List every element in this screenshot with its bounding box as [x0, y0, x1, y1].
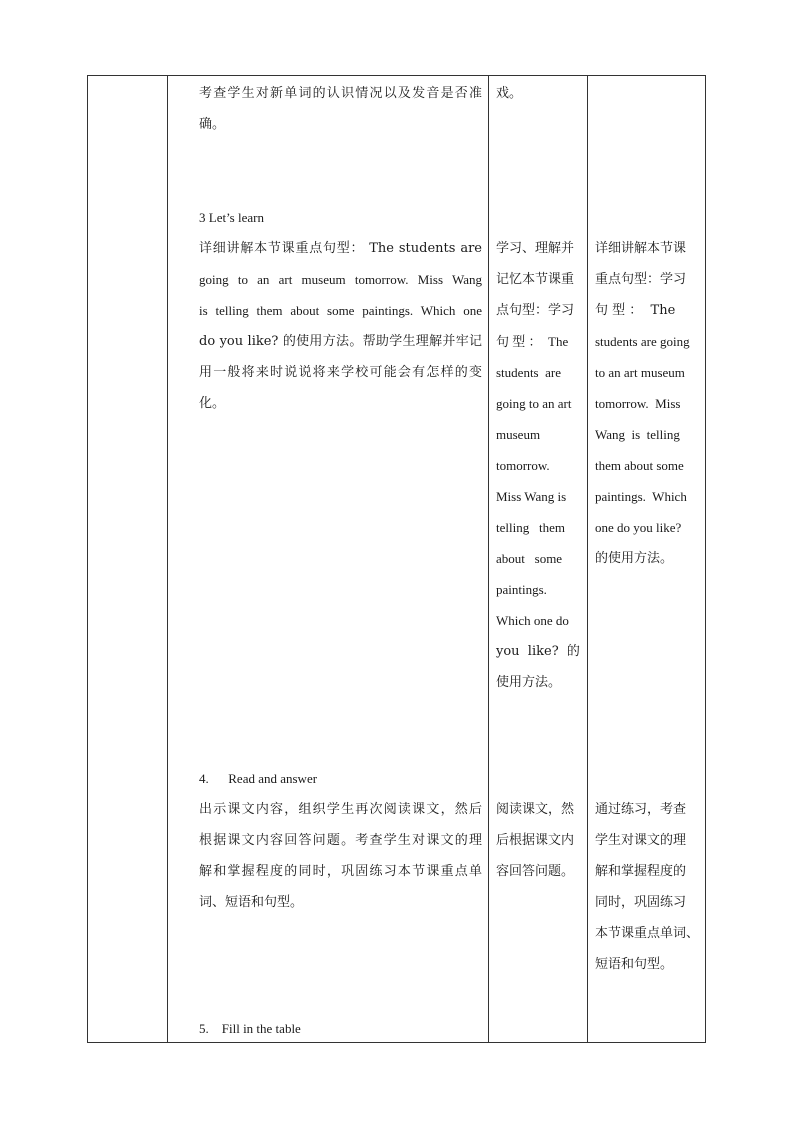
- text-line: 化。: [199, 396, 226, 411]
- text-line: you like? 的: [496, 644, 580, 659]
- text-line: 详细讲解本节课重点句型： The students are: [199, 241, 482, 256]
- text-line: 戏。: [496, 86, 523, 101]
- column-divider: [488, 76, 489, 1042]
- text-line: students are: [496, 365, 561, 380]
- text-line: 解和掌握程度的: [595, 864, 687, 879]
- text-line: Miss Wang is: [496, 489, 567, 504]
- text-line: 同时，巩固练习: [595, 895, 687, 910]
- text-line: 确。: [199, 117, 226, 132]
- text-line: 用一般将来时说说将来学校可能会有怎样的变: [199, 365, 482, 380]
- text-line: 句 型 ： The: [496, 334, 569, 349]
- column-divider: [167, 76, 168, 1042]
- text-line: 重点句型：学习: [595, 272, 687, 287]
- text-line: paintings. Which: [595, 489, 687, 504]
- text-line: tomorrow.: [496, 458, 550, 473]
- row2-activity-cell: [199, 233, 482, 419]
- text-line: Wang is telling: [595, 427, 680, 442]
- text-line: 容回答问题。: [496, 864, 575, 879]
- text-line: going to an art: [496, 396, 572, 411]
- row3-student-cell: [496, 794, 582, 887]
- text-line: 学习、理解并: [496, 241, 575, 256]
- section-heading-fill-in-the-table: 5. Fill in the table: [199, 1021, 301, 1036]
- row3-activity-cell: [199, 794, 482, 918]
- text-line: 出示课文内容，组织学生再次阅读课文，然后: [199, 802, 482, 817]
- text-line: 学生对课文的理: [595, 833, 687, 848]
- text-line: 根据课文内容回答问题。考查学生对课文的理: [199, 833, 482, 848]
- row2-student-cell: [496, 233, 582, 698]
- text-line: 记忆本节课重: [496, 272, 575, 287]
- section-heading-lets-learn: 3 Let’s learn: [199, 210, 264, 225]
- section-heading-read-and-answer: 4. Read and answer: [199, 771, 318, 786]
- row1-student-cell: [496, 78, 582, 109]
- text-line: 使用方法。: [496, 675, 562, 690]
- column-divider: [587, 76, 588, 1042]
- text-line: 阅读课文，然: [496, 802, 575, 817]
- text-line: going to an art museum tomorrow. Miss Wang: [199, 272, 482, 287]
- row2-purpose-cell: [595, 233, 701, 574]
- text-line: 通过练习，考查: [595, 802, 687, 817]
- text-line: 解和掌握程度的同时，巩固练习本节课重点单: [199, 864, 482, 879]
- text-line: 的使用方法。: [595, 551, 674, 566]
- text-line: is telling them about some paintings. Which one: [199, 303, 482, 318]
- text-line: 短语和句型。: [595, 957, 674, 972]
- text-line: 考查学生对新单词的认识情况以及发音是否准: [199, 86, 482, 101]
- text-line: one do you like?: [595, 520, 682, 535]
- text-line: Which one do: [496, 613, 569, 628]
- text-line: to an art museum: [595, 365, 685, 380]
- lesson-plan-table: [87, 75, 706, 1043]
- text-line: tomorrow. Miss: [595, 396, 681, 411]
- text-line: students are going: [595, 334, 690, 349]
- row3-purpose-cell: [595, 794, 701, 980]
- text-line: telling them: [496, 520, 565, 535]
- text-line: 句 型 ： The: [595, 303, 676, 318]
- text-line: them about some: [595, 458, 684, 473]
- text-line: 词、短语和句型。: [199, 895, 304, 910]
- text-line: 点句型：学习: [496, 303, 575, 318]
- row1-activity-cell: [199, 78, 482, 140]
- text-line: paintings.: [496, 582, 547, 597]
- text-line: 本节课重点单词、: [595, 926, 700, 941]
- text-line: do you like? 的使用方法。帮助学生理解并牢记: [199, 334, 482, 349]
- text-line: 后根据课文内: [496, 833, 575, 848]
- text-line: 详细讲解本节课: [595, 241, 687, 256]
- text-line: about some: [496, 551, 563, 566]
- text-line: museum: [496, 427, 541, 442]
